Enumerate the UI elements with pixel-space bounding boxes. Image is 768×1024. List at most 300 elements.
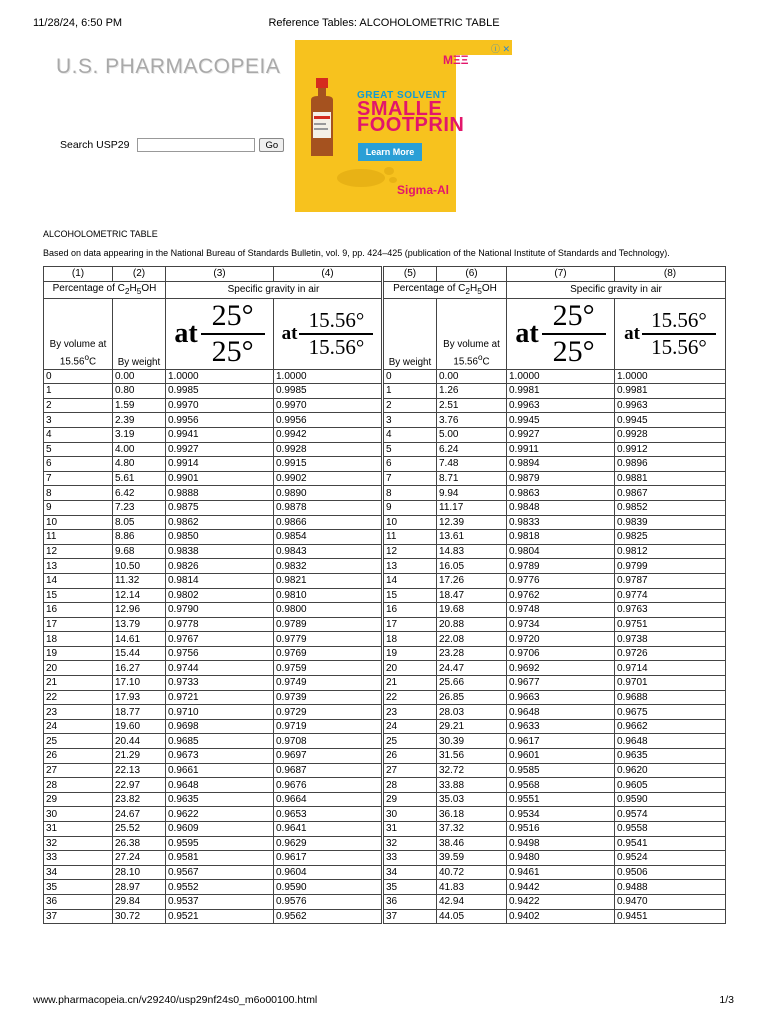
right-sg25-cell: 0.9804 [507,544,615,559]
left-volume-cell: 3 [44,413,113,428]
right-weight-cell: 17 [383,617,437,632]
right-sg25-cell: 0.9981 [507,384,615,399]
right-weight-cell: 2 [383,398,437,413]
left-weight-cell: 10.50 [113,559,166,574]
left-weight-cell: 11.32 [113,573,166,588]
group-header-row [44,281,726,298]
right-sg1556-cell: 0.9799 [615,559,726,574]
right-weight-cell: 24 [383,719,437,734]
left-volume-cell: 25 [44,734,113,749]
col-number: (2) [113,267,166,282]
left-sg1556-cell: 0.9854 [274,530,383,545]
right-volume-cell: 17.26 [437,573,507,588]
table-row [44,836,726,851]
left-volume-cell: 8 [44,486,113,501]
left-sg25-cell: 0.9733 [166,676,274,691]
left-weight-cell: 7.23 [113,500,166,515]
go-button[interactable]: Go [259,138,284,152]
table-heading: ALCOHOLOMETRIC TABLE [43,229,158,239]
left-sg1556-cell: 0.9789 [274,617,383,632]
right-sg25-cell: 0.9633 [507,719,615,734]
left-sg25-cell: 0.9595 [166,836,274,851]
table-row [44,778,726,793]
right-volume-cell: 0.00 [437,369,507,384]
right-sg1556-cell: 0.9635 [615,749,726,764]
table-row [44,617,726,632]
left-sg25-cell: 0.9521 [166,909,274,924]
table-row [44,661,726,676]
right-weight-cell: 31 [383,822,437,837]
right-sg1556-cell: 0.9839 [615,515,726,530]
print-page-title: Reference Tables: ALCOHOLOMETRIC TABLE [268,17,500,29]
right-weight-cell: 13 [383,559,437,574]
search-label: Search USP29 [60,139,130,151]
table-row [44,807,726,822]
specific-gravity-header: Specific gravity in air [166,281,383,298]
left-volume-cell: 33 [44,851,113,866]
right-sg25-cell: 0.9927 [507,427,615,442]
table-row [44,822,726,837]
right-weight-cell: 3 [383,413,437,428]
right-sg25-cell: 0.9551 [507,792,615,807]
right-volume-cell: 40.72 [437,865,507,880]
left-sg1556-cell: 0.9697 [274,749,383,764]
left-sg1556-cell: 0.9970 [274,398,383,413]
left-volume-cell: 7 [44,471,113,486]
table-row [44,690,726,705]
left-sg1556-cell: 0.9687 [274,763,383,778]
left-sg25-cell: 0.9941 [166,427,274,442]
left-volume-cell: 12 [44,544,113,559]
left-weight-cell: 23.82 [113,792,166,807]
left-volume-cell: 10 [44,515,113,530]
right-sg1556-cell: 0.9881 [615,471,726,486]
left-sg25-cell: 0.9710 [166,705,274,720]
left-sg1556-cell: 0.9800 [274,603,383,618]
left-sg25-cell: 0.9661 [166,763,274,778]
table-description: Based on data appearing in the National Bureau of Standards Bulletin, vol. 9, pp. 424–425 (publication of the National Institute of Standards and Technology). [43,248,670,258]
left-weight-cell: 13.79 [113,617,166,632]
left-sg25-cell: 0.9685 [166,734,274,749]
right-volume-cell: 8.71 [437,471,507,486]
right-sg1556-cell: 0.9488 [615,880,726,895]
left-weight-cell: 0.80 [113,384,166,399]
left-weight-cell: 15.44 [113,646,166,661]
right-volume-cell: 33.88 [437,778,507,793]
right-weight-cell: 12 [383,544,437,559]
left-weight-cell: 12.96 [113,603,166,618]
left-sg25-cell: 0.9901 [166,471,274,486]
right-weight-cell: 35 [383,880,437,895]
right-sg25-cell: 0.9945 [507,413,615,428]
right-sg25-cell: 0.9818 [507,530,615,545]
table-row [44,880,726,895]
right-weight-cell: 4 [383,427,437,442]
right-sg1556-cell: 0.9648 [615,734,726,749]
right-sg25-cell: 0.9789 [507,559,615,574]
table-row [44,909,726,924]
left-weight-cell: 4.00 [113,442,166,457]
left-volume-cell: 24 [44,719,113,734]
right-sg25-cell: 0.9648 [507,705,615,720]
left-weight-cell: 9.68 [113,544,166,559]
left-sg1556-cell: 0.9902 [274,471,383,486]
right-weight-cell: 32 [383,836,437,851]
right-sg25-cell: 0.9663 [507,690,615,705]
right-volume-cell: 18.47 [437,588,507,603]
left-sg1556-cell: 0.9629 [274,836,383,851]
right-volume-cell: 36.18 [437,807,507,822]
right-sg25-cell: 0.9720 [507,632,615,647]
right-sg1556-cell: 0.9470 [615,894,726,909]
left-sg1556-cell: 0.9641 [274,822,383,837]
left-volume-cell: 16 [44,603,113,618]
left-sg1556-cell: 0.9664 [274,792,383,807]
left-sg25-cell: 0.9635 [166,792,274,807]
left-sg25-cell: 0.9790 [166,603,274,618]
left-weight-cell: 20.44 [113,734,166,749]
left-sg25-cell: 0.9648 [166,778,274,793]
left-sg1556-cell: 0.9604 [274,865,383,880]
table-row [44,588,726,603]
left-weight-cell: 8.05 [113,515,166,530]
left-sg25-cell: 0.9698 [166,719,274,734]
left-weight-cell: 1.59 [113,398,166,413]
by-volume-header: By volume at 15.56$^o$C [437,298,507,369]
left-sg1556-cell: 0.9779 [274,632,383,647]
right-sg1556-cell: 0.9605 [615,778,726,793]
right-sg1556-cell: 0.9774 [615,588,726,603]
right-weight-cell: 34 [383,865,437,880]
right-sg25-cell: 0.9617 [507,734,615,749]
ad-white-panel [456,55,512,212]
left-sg25-cell: 0.9850 [166,530,274,545]
right-sg1556-cell: 0.9812 [615,544,726,559]
table-row [44,705,726,720]
left-sg25-cell: 0.9622 [166,807,274,822]
left-volume-cell: 4 [44,427,113,442]
left-sg1556-cell: 0.9576 [274,894,383,909]
table-row [44,369,726,384]
left-weight-cell: 19.60 [113,719,166,734]
site-logo[interactable]: U.S. PHARMACOPEIA [56,55,281,78]
table-row [44,559,726,574]
left-volume-cell: 11 [44,530,113,545]
left-sg25-cell: 0.9914 [166,457,274,472]
right-sg1556-cell: 0.9714 [615,661,726,676]
right-volume-cell: 44.05 [437,909,507,924]
left-sg1556-cell: 0.9915 [274,457,383,472]
print-url: www.pharmacopeia.cn/v29240/usp29nf24s0_m6o00100.html [33,994,318,1006]
sg-1556-header: at $\frac{15.56^\circ}{15.56^\circ}$ [615,298,726,369]
col-number: (5) [383,267,437,282]
right-volume-cell: 37.32 [437,822,507,837]
right-sg25-cell: 0.9911 [507,442,615,457]
right-volume-cell: 26.85 [437,690,507,705]
left-volume-cell: 34 [44,865,113,880]
left-sg25-cell: 0.9970 [166,398,274,413]
left-sg25-cell: 0.9552 [166,880,274,895]
advertisement-banner[interactable] [295,40,512,212]
search-bar [60,138,284,152]
right-volume-cell: 38.46 [437,836,507,851]
right-weight-cell: 9 [383,500,437,515]
left-sg1556-cell: 0.9942 [274,427,383,442]
ad-brand-logo: MΞΞ [443,53,469,67]
left-volume-cell: 37 [44,909,113,924]
col-number: (1) [44,267,113,282]
left-volume-cell: 19 [44,646,113,661]
left-sg1556-cell: 0.9676 [274,778,383,793]
right-weight-cell: 18 [383,632,437,647]
right-volume-cell: 14.83 [437,544,507,559]
left-sg25-cell: 0.9673 [166,749,274,764]
left-sg25-cell: 0.9888 [166,486,274,501]
right-weight-cell: 36 [383,894,437,909]
table-row [44,457,726,472]
right-sg25-cell: 0.9516 [507,822,615,837]
right-sg25-cell: 0.9442 [507,880,615,895]
right-sg25-cell: 0.9833 [507,515,615,530]
col-number: (7) [507,267,615,282]
footprint-icon [331,158,401,198]
right-weight-cell: 21 [383,676,437,691]
left-sg25-cell: 0.9985 [166,384,274,399]
sg-25-header: at $\frac{25^\circ}{25^\circ}$ [507,298,615,369]
right-weight-cell: 5 [383,442,437,457]
table-row [44,573,726,588]
right-sg25-cell: 0.9762 [507,588,615,603]
right-sg25-cell: 0.9677 [507,676,615,691]
right-volume-cell: 12.39 [437,515,507,530]
left-weight-cell: 30.72 [113,909,166,924]
left-sg1556-cell: 0.9617 [274,851,383,866]
right-sg1556-cell: 0.9506 [615,865,726,880]
right-sg25-cell: 0.9568 [507,778,615,793]
by-weight-header: By weight [383,298,437,369]
right-volume-cell: 20.88 [437,617,507,632]
right-sg25-cell: 0.9706 [507,646,615,661]
percentage-header: Percentage of $C_2H_5OH$ [44,281,166,298]
left-sg25-cell: 0.9756 [166,646,274,661]
left-sg25-cell: 0.9778 [166,617,274,632]
right-sg1556-cell: 0.9524 [615,851,726,866]
left-sg1556-cell: 1.0000 [274,369,383,384]
right-sg25-cell: 0.9879 [507,471,615,486]
right-weight-cell: 28 [383,778,437,793]
table-row [44,763,726,778]
right-sg1556-cell: 0.9928 [615,427,726,442]
bottle-icon [305,78,339,158]
table-row [44,384,726,399]
right-weight-cell: 30 [383,807,437,822]
sub-header-row [44,298,726,369]
left-sg25-cell: 0.9875 [166,500,274,515]
left-weight-cell: 12.14 [113,588,166,603]
table-row [44,427,726,442]
right-volume-cell: 25.66 [437,676,507,691]
left-weight-cell: 25.52 [113,822,166,837]
left-sg1556-cell: 0.9719 [274,719,383,734]
specific-gravity-header: Specific gravity in air [507,281,726,298]
left-sg1556-cell: 0.9749 [274,676,383,691]
left-volume-cell: 27 [44,763,113,778]
right-sg25-cell: 0.9748 [507,603,615,618]
percentage-header: Percentage of $C_2H_5OH$ [383,281,507,298]
right-sg1556-cell: 0.9763 [615,603,726,618]
left-volume-cell: 28 [44,778,113,793]
table-row [44,442,726,457]
table-row [44,646,726,661]
ad-brand-name: Sigma-Al [397,183,450,197]
table-row [44,792,726,807]
right-weight-cell: 25 [383,734,437,749]
right-weight-cell: 37 [383,909,437,924]
right-sg1556-cell: 0.9662 [615,719,726,734]
alcoholometric-table [43,266,726,924]
left-weight-cell: 22.13 [113,763,166,778]
left-sg25-cell: 0.9814 [166,573,274,588]
right-weight-cell: 29 [383,792,437,807]
right-weight-cell: 22 [383,690,437,705]
left-weight-cell: 28.97 [113,880,166,895]
left-sg1556-cell: 0.9590 [274,880,383,895]
left-weight-cell: 27.24 [113,851,166,866]
right-sg25-cell: 0.9776 [507,573,615,588]
right-volume-cell: 42.94 [437,894,507,909]
left-volume-cell: 32 [44,836,113,851]
left-sg25-cell: 0.9609 [166,822,274,837]
right-sg1556-cell: 0.9945 [615,413,726,428]
right-sg1556-cell: 0.9558 [615,822,726,837]
left-weight-cell: 17.10 [113,676,166,691]
left-volume-cell: 1 [44,384,113,399]
learn-more-button[interactable]: Learn More [358,143,422,161]
right-sg1556-cell: 0.9787 [615,573,726,588]
right-sg1556-cell: 0.9751 [615,617,726,632]
right-weight-cell: 26 [383,749,437,764]
ad-headline-3: FOOTPRIN [357,114,465,136]
left-weight-cell: 22.97 [113,778,166,793]
right-sg25-cell: 0.9585 [507,763,615,778]
left-weight-cell: 5.61 [113,471,166,486]
right-weight-cell: 7 [383,471,437,486]
right-sg1556-cell: 0.9867 [615,486,726,501]
ad-headline-2: SMALLE [357,98,443,120]
right-sg1556-cell: 0.9541 [615,836,726,851]
print-datetime: 11/28/24, 6:50 PM [33,17,123,29]
left-sg1556-cell: 0.9708 [274,734,383,749]
right-sg1556-cell: 0.9451 [615,909,726,924]
right-sg1556-cell: 0.9574 [615,807,726,822]
table-row [44,734,726,749]
adchoices-icon[interactable]: ⓘ ✕ [490,44,510,54]
left-volume-cell: 36 [44,894,113,909]
left-sg1556-cell: 0.9928 [274,442,383,457]
left-sg25-cell: 0.9721 [166,690,274,705]
left-sg25-cell: 0.9567 [166,865,274,880]
right-weight-cell: 11 [383,530,437,545]
left-volume-cell: 6 [44,457,113,472]
ad-headline-1: GREAT SOLVENT [357,90,448,101]
table-row [44,851,726,866]
right-sg1556-cell: 0.9688 [615,690,726,705]
right-volume-cell: 9.94 [437,486,507,501]
left-weight-cell: 0.00 [113,369,166,384]
right-weight-cell: 14 [383,573,437,588]
right-sg25-cell: 0.9963 [507,398,615,413]
right-sg1556-cell: 1.0000 [615,369,726,384]
right-sg25-cell: 0.9422 [507,894,615,909]
table-row [44,749,726,764]
left-volume-cell: 0 [44,369,113,384]
right-weight-cell: 10 [383,515,437,530]
left-sg1556-cell: 0.9653 [274,807,383,822]
left-sg25-cell: 0.9838 [166,544,274,559]
search-input[interactable] [137,138,255,152]
left-weight-cell: 24.67 [113,807,166,822]
left-weight-cell: 17.93 [113,690,166,705]
left-volume-cell: 22 [44,690,113,705]
right-sg25-cell: 0.9848 [507,500,615,515]
left-sg1556-cell: 0.9866 [274,515,383,530]
left-volume-cell: 21 [44,676,113,691]
left-sg25-cell: 1.0000 [166,369,274,384]
by-volume-header: By volume at 15.56$^o$C [44,298,113,369]
left-sg25-cell: 0.9767 [166,632,274,647]
right-volume-cell: 13.61 [437,530,507,545]
left-sg25-cell: 0.9537 [166,894,274,909]
left-volume-cell: 2 [44,398,113,413]
right-sg1556-cell: 0.9590 [615,792,726,807]
left-volume-cell: 17 [44,617,113,632]
left-volume-cell: 9 [44,500,113,515]
left-weight-cell: 21.29 [113,749,166,764]
left-sg25-cell: 0.9744 [166,661,274,676]
right-sg1556-cell: 0.9981 [615,384,726,399]
right-volume-cell: 32.72 [437,763,507,778]
left-volume-cell: 30 [44,807,113,822]
left-sg1556-cell: 0.9878 [274,500,383,515]
right-volume-cell: 22.08 [437,632,507,647]
sg-1556-header: at $\frac{15.56^\circ}{15.56^\circ}$ [274,298,383,369]
right-volume-cell: 19.68 [437,603,507,618]
left-weight-cell: 18.77 [113,705,166,720]
table-row [44,500,726,515]
left-weight-cell: 26.38 [113,836,166,851]
right-weight-cell: 0 [383,369,437,384]
table-row [44,413,726,428]
right-sg1556-cell: 0.9701 [615,676,726,691]
right-sg25-cell: 1.0000 [507,369,615,384]
right-weight-cell: 33 [383,851,437,866]
right-weight-cell: 1 [383,384,437,399]
right-volume-cell: 1.26 [437,384,507,399]
right-sg1556-cell: 0.9852 [615,500,726,515]
right-volume-cell: 7.48 [437,457,507,472]
right-volume-cell: 23.28 [437,646,507,661]
right-weight-cell: 19 [383,646,437,661]
table-row [44,719,726,734]
left-sg1556-cell: 0.9810 [274,588,383,603]
right-sg25-cell: 0.9498 [507,836,615,851]
right-weight-cell: 6 [383,457,437,472]
right-weight-cell: 23 [383,705,437,720]
right-volume-cell: 28.03 [437,705,507,720]
left-volume-cell: 26 [44,749,113,764]
print-page-number: 1/3 [719,994,734,1006]
right-sg1556-cell: 0.9675 [615,705,726,720]
